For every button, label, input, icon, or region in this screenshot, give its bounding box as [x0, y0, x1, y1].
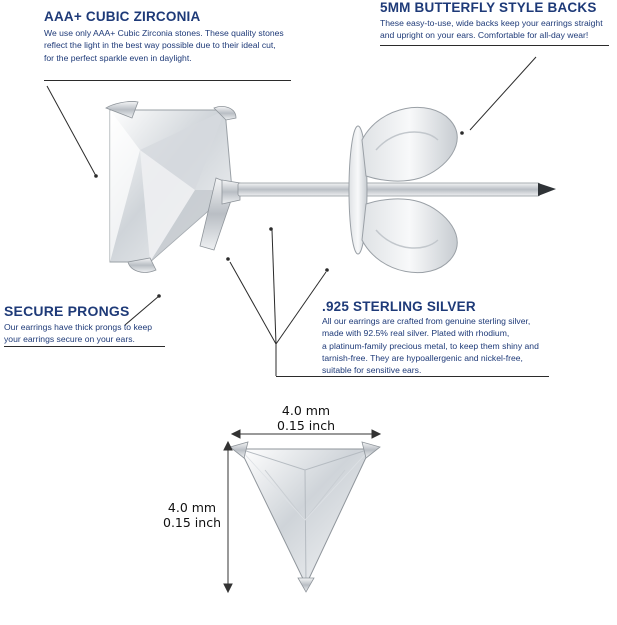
callout-line: your earrings secure on your ears.: [4, 334, 135, 345]
triangle-stone-illustration: [230, 442, 380, 592]
callout-line: Our earrings have thick prongs to keep: [4, 322, 153, 332]
width-dimension-label: [250, 403, 362, 433]
callout-title: 5MM BUTTERFLY STYLE BACKS: [380, 0, 597, 15]
callout-secure-prongs: [4, 303, 174, 346]
callout-title: .925 STERLING SILVER: [322, 299, 476, 314]
callout-cubic-zirconia: [44, 9, 294, 64]
callout-sterling-silver: [322, 298, 562, 376]
callout-line: We use only AAA+ Cubic Zirconia stones. These quality stones: [44, 28, 284, 38]
height-dimension-label: [158, 500, 226, 530]
callout-body: [380, 17, 616, 42]
callout-butterfly-backs: [380, 0, 616, 42]
prongs-rule: [4, 346, 165, 347]
earring-post: [238, 183, 556, 196]
height-mm: 4.0 mm: [167, 500, 217, 515]
backs-rule: [380, 45, 609, 46]
width-inch: 0.15 inch: [277, 418, 335, 433]
callout-line: suitable for sensitive ears.: [322, 365, 422, 376]
callout-line: a platinum-family precious metal, to keep them shiny and: [322, 340, 539, 351]
callout-line: All our earrings are crafted from genuine sterling silver,: [322, 316, 531, 326]
callout-body: [322, 315, 562, 376]
callout-line: These easy-to-use, wide backs keep your earrings straight: [380, 18, 603, 28]
callout-line: made with 92.5% real silver. Plated with rhodium,: [322, 328, 510, 339]
callout-title: SECURE PRONGS: [4, 303, 130, 319]
callout-body: [44, 27, 294, 64]
stone-setting-side: [106, 101, 240, 272]
callout-line: and upright on your ears. Comfortable for all-day wear!: [380, 30, 589, 41]
cz-rule: [44, 80, 291, 81]
callout-body: [4, 321, 174, 346]
callout-line: for the perfect sparkle even in daylight.: [44, 52, 192, 63]
callout-line: reflect the light in the best way possible due to their ideal cut,: [44, 40, 276, 51]
callout-line: tarnish-free. They are hypoallergenic and nickel-free,: [322, 352, 523, 363]
callout-title: AAA+ CUBIC ZIRCONIA: [44, 9, 201, 24]
width-mm: 4.0 mm: [281, 403, 331, 418]
height-inch: 0.15 inch: [163, 515, 221, 530]
